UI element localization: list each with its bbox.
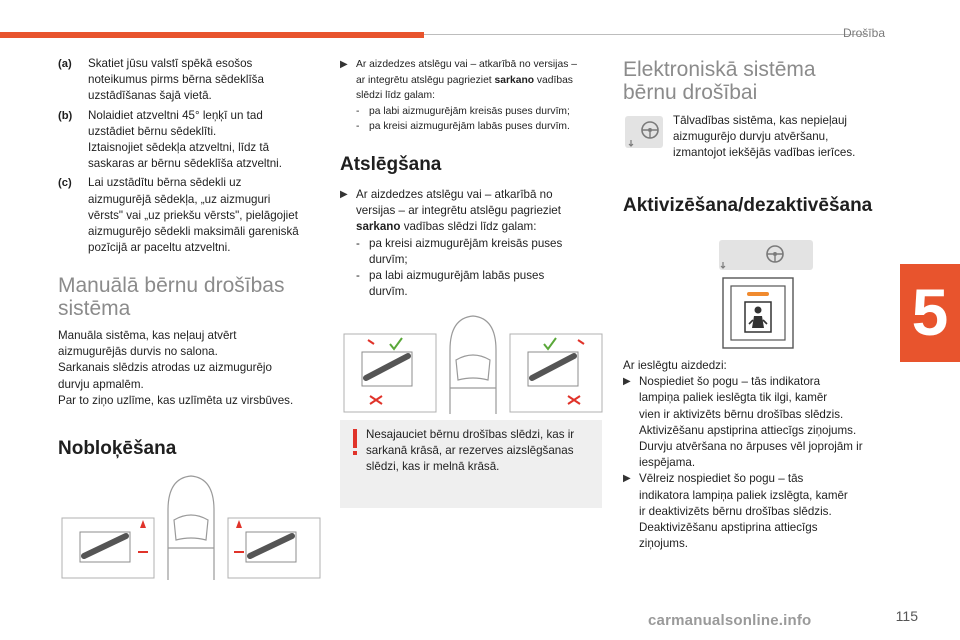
arrow-marker-icon: ▶ — [340, 59, 348, 70]
unlock-dash-1: - pa kreisi aizmugurējām kreisās puses durvīm; — [356, 236, 563, 266]
manual-system-text: Manuāla sistēma, kas neļauj atvērt aizmugurējās durvis no salona. Sarkanais slēdzis atrodas uz aizmugurējo durvju apmalēm. Par to ziņo uzlīme, kas uzlīmēta uz virsbūves. — [58, 329, 294, 407]
electronic-system-heading: Elektroniskā sistēma bērnu drošībai — [623, 58, 816, 104]
seat-notes-list — [58, 56, 316, 259]
unlock-instructions — [340, 187, 602, 300]
intro-bullet: ▶ Ar aizdedzes atslēgu vai – atkarībā no versijas – ar integrētu atslēgu pagrieziet sarkano vadības slēdzi līdz galam: — [340, 57, 602, 104]
note-a: (a) Skatiet jūsu valstī spēkā esošos noteikumus pirms bērna sēdeklīša uzstādīšanas šajā vietā. — [58, 57, 264, 103]
note-c: (c) Lai uzstādītu bērna sēdekli uz aizmugurējā sēdekļa, „uz aizmuguri vērsts" vai „uz priekšu vērsts", pielāgojiet aizmugurējo sēdekli maksimāli gareniskā pozīcijā ar paceltu atzveltni. — [58, 176, 299, 255]
lock-heading: Nobloķēšana — [58, 438, 177, 459]
arrow-marker-icon: ▶ — [623, 473, 631, 485]
child-lock-button-icon — [723, 278, 793, 348]
unlock-illustration — [342, 312, 604, 416]
car-top-view — [450, 316, 496, 414]
unlock-dash-2: - pa labi aizmugurējām labās puses durvīm. — [356, 269, 545, 299]
door-inset-right — [228, 518, 320, 578]
section-title: Drošība — [842, 26, 885, 40]
chapter-tab — [900, 264, 960, 362]
door-inset-left — [344, 334, 436, 412]
arrow-marker-icon: ▶ — [623, 376, 631, 388]
activation-instructions: Ar ieslēgtu aizdedzi: ▶ Nospiediet šo pogu – tās indikatora lampiņa paliek ieslēgta tik ilgi, kamēr vien ir aktivizēts bērnu drošības slēdzis. Aktivizēšanu apstiprina attiecīgs ziņojums. Durvju atvēršana no ārpuses vēl joprojām ir iespējama. ▶ Vēlreiz nospiediet šo pogu – tās indikatora lampiņa paliek izslēgta, kamēr ir deaktivizēts bērnu drošības slēdzis. Deaktivizēšanu apstiprina attiecīgs ziņojums. — [623, 358, 885, 552]
deactivate-bullet: ▶ Vēlreiz nospiediet šo pogu – tās indikatora lampiņa paliek izslēgta, kamēr ir deaktivizēts bērnu drošības slēdzis. Deaktivizēšanu apstiprina attiecīgs ziņojums. — [623, 471, 885, 552]
top-rule — [424, 34, 866, 35]
steering-wheel-icon — [719, 240, 813, 270]
control-button-illustration — [719, 240, 813, 352]
note-b: (b) Nolaidiet atzveltni 45° leņķī un tad uzstādiet bērnu sēdeklīti. Iztaisnojiet sēdekļa atzveltni, līdz tā saskaras ar bērnu sēdeklīša atzveltni. — [58, 108, 282, 171]
activation-heading: Aktivizēšana/dezaktivēšana — [623, 195, 873, 216]
watermark-text: carmanualsonline.info — [648, 612, 812, 629]
page-number: 115 — [895, 608, 918, 624]
door-inset-left — [62, 518, 154, 578]
car-top-view — [168, 476, 214, 580]
steering-wheel-icon — [625, 116, 663, 148]
unlock-heading: Atslēgšana — [340, 154, 442, 175]
manual-system-heading: Manuālā bērnu drošības sistēma — [58, 274, 285, 320]
unlock-bullet: ▶ Ar aizdedzes atslēgu vai – atkarībā no versijas – ar integrētu atslēgu pagrieziet sarkano vadības slēdzi līdz galam: — [340, 187, 602, 236]
warning-box — [340, 420, 602, 508]
intro-dash-2: - pa kreisi aizmugurējām labās puses durvīm. — [356, 121, 570, 132]
top-accent-bar — [0, 32, 424, 38]
warning-exclamation-icon — [350, 429, 360, 457]
intro-dash-1: - pa labi aizmugurējām kreisās puses durvīm; — [356, 105, 570, 117]
lock-illustration — [60, 470, 322, 582]
door-inset-right — [510, 334, 602, 412]
warning-text: Nesajauciet bērnu drošības slēdzi, kas ir sarkanā krāsā, ar rezerves aizslēgšanas slēdzi, kas ir melnā krāsā. — [366, 428, 575, 474]
intro-instructions — [340, 57, 602, 135]
electronic-system-text: Tālvadības sistēma, kas nepieļauj aizmugurējo durvju atvēršanu, izmantojot iekšējās vadības ierīces. — [673, 114, 856, 160]
activate-bullet: ▶ Nospiediet šo pogu – tās indikatora lampiņa paliek ieslēgta tik ilgi, kamēr vien ir aktivizēts bērnu drošības slēdzis. Aktivizēšanu apstiprina attiecīgs ziņojums. Durvju atvēršana no ārpuses vēl joprojām ir iespējama. — [623, 374, 885, 471]
arrow-marker-icon: ▶ — [340, 189, 348, 200]
chapter-number: 5 — [911, 275, 949, 349]
